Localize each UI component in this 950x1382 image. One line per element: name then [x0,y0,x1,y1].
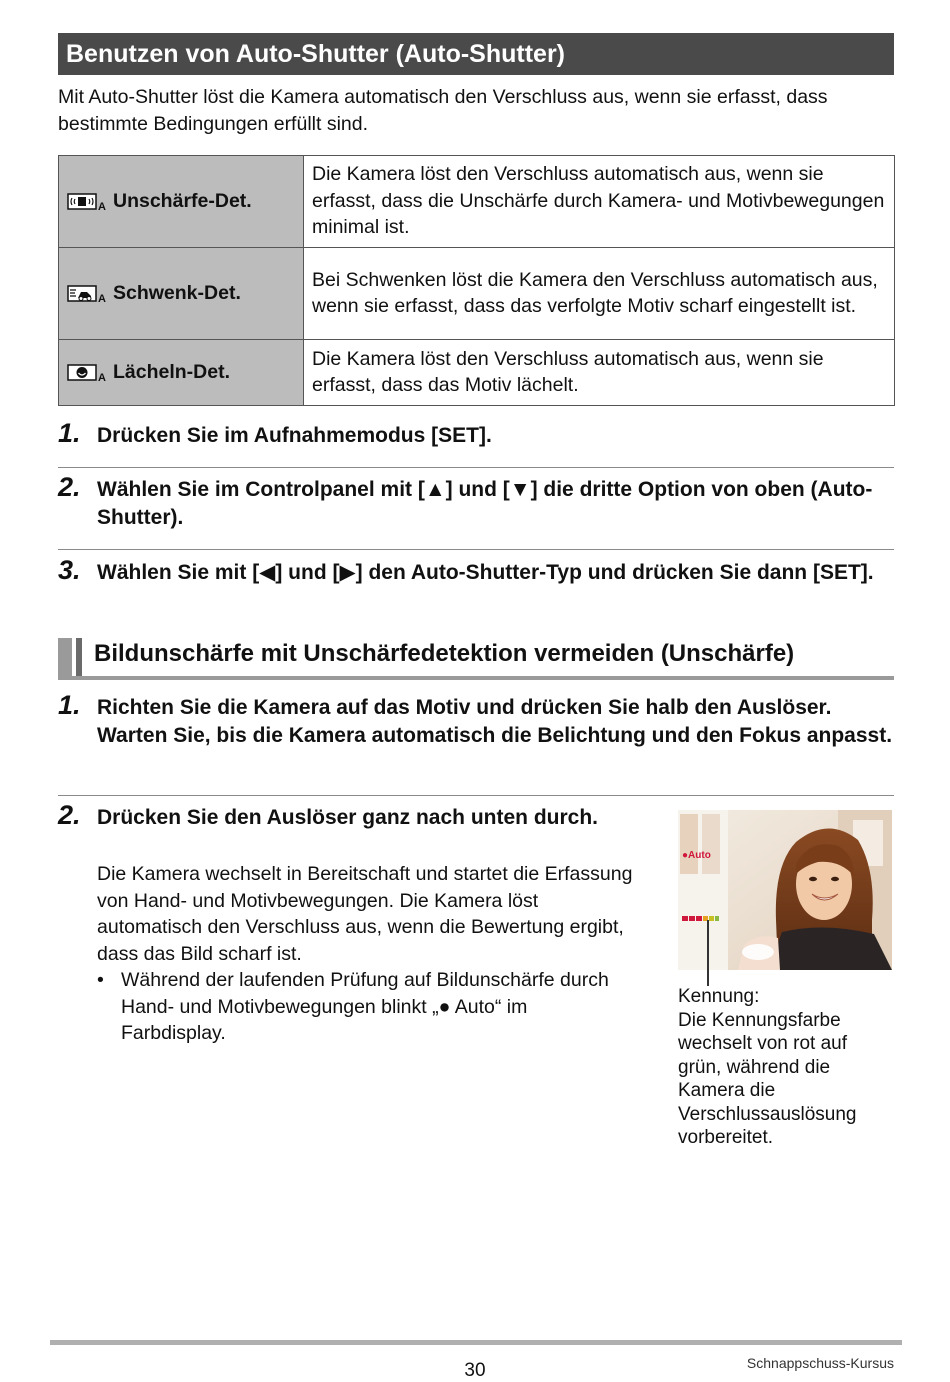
pan-detect-icon [67,284,107,304]
bullet-mark: • [97,969,104,991]
mode-description: Bei Schwenken löst die Kamera den Verschluss automatisch aus, wenn sie erfasst, dass das verfolgte Motiv scharf eingestellt ist. [304,248,895,340]
step-text: Wählen Sie mit [◀] und [▶] den Auto-Shutter-Typ und drücken Sie dann [SET]. [97,561,874,584]
auto-indicator: ●Auto [682,850,711,861]
blur-detect-icon [67,192,107,212]
intro-paragraph: Mit Auto-Shutter löst die Kamera automatisch den Verschluss aus, wenn sie erfasst, dass bestimmte Bedingungen erfüllt sind. [58,86,828,135]
callout-line [707,920,709,986]
caption-label: Kennung: [678,986,760,1007]
substep-2 [58,800,618,862]
substep-2-description: Die Kamera wechselt in Bereitschaft und startet die Erfassung von Hand- und Motivbewegungen. Die Kamera löst automatisch den Verschluss aus, wenn die Bewertung ergibt, dass das Bild scharf ist. [97,863,633,965]
subsection-marker [58,638,72,676]
auto-shutter-modes-table [58,155,895,406]
step-1 [58,418,894,452]
divider [58,795,894,796]
mode-label-cell [59,248,304,340]
mode-label-cell [59,156,304,248]
caption-text: Die Kennungsfarbe wechselt von rot auf grün, während die Kamera die Verschlussauslösung vorbereitet. [678,1009,857,1148]
table-row [59,156,895,248]
footer-divider [50,1340,902,1345]
mode-label-cell [59,340,304,406]
step-number: 1. [58,418,81,448]
step-text: Drücken Sie den Auslöser ganz nach unten durch. [97,806,598,829]
section-title: Benutzen von Auto-Shutter (Auto-Shutter) [58,33,894,75]
step-text: Richten Sie die Kamera auf das Motiv und drücken Sie halb den Auslöser. Warten Sie, bis die Kamera automatisch die Belichtung und den Fokus anpasst. [97,696,893,747]
step-number: 2. [58,472,81,502]
step-number: 3. [58,555,81,585]
camera-screen-photo [678,810,892,970]
substep-1 [58,690,894,780]
bullet-text: Während der laufenden Prüfung auf Bildunschärfe durch Hand- und Motivbewegungen blinkt „● Auto“ im Farbdisplay. [121,969,609,1044]
subsection-underline [58,676,894,680]
divider [58,549,894,550]
svg-text:A: A [98,292,106,304]
mode-label: Unschärfe-Det. [113,190,252,212]
mode-description: Die Kamera löst den Verschluss automatisch aus, wenn sie erfasst, dass die Unschärfe durch Kamera- und Motivbewegungen minimal ist. [304,156,895,248]
photo-caption [678,985,893,1150]
mode-description: Die Kamera löst den Verschluss automatisch aus, wenn sie erfasst, dass das Motiv lächelt. [304,340,895,406]
mode-label: Schwenk-Det. [113,282,241,304]
step-3 [58,555,894,617]
step-number: 1. [58,690,81,720]
mode-label: Lächeln-Det. [113,361,231,383]
footer-section-name: Schnappschuss-Kursus [746,1355,894,1371]
smile-detect-icon [67,363,107,383]
step-number: 2. [58,800,81,830]
subsection-marker [76,638,82,676]
subsection-title: Bildunschärfe mit Unschärfedetektion vermeiden (Unschärfe) [94,640,795,667]
subsection-header [58,638,894,680]
table-row [59,340,895,406]
table-row [59,248,895,340]
svg-text:A: A [98,371,106,383]
step-text: Drücken Sie im Aufnahmemodus [SET]. [97,424,492,447]
step-2 [58,472,894,534]
svg-text:A: A [98,200,106,212]
step-text: Wählen Sie im Controlpanel mit [▲] und [▼] die dritte Option von oben (Auto-Shutter). [97,478,873,529]
page-number: 30 [464,1360,486,1381]
divider [58,467,894,468]
